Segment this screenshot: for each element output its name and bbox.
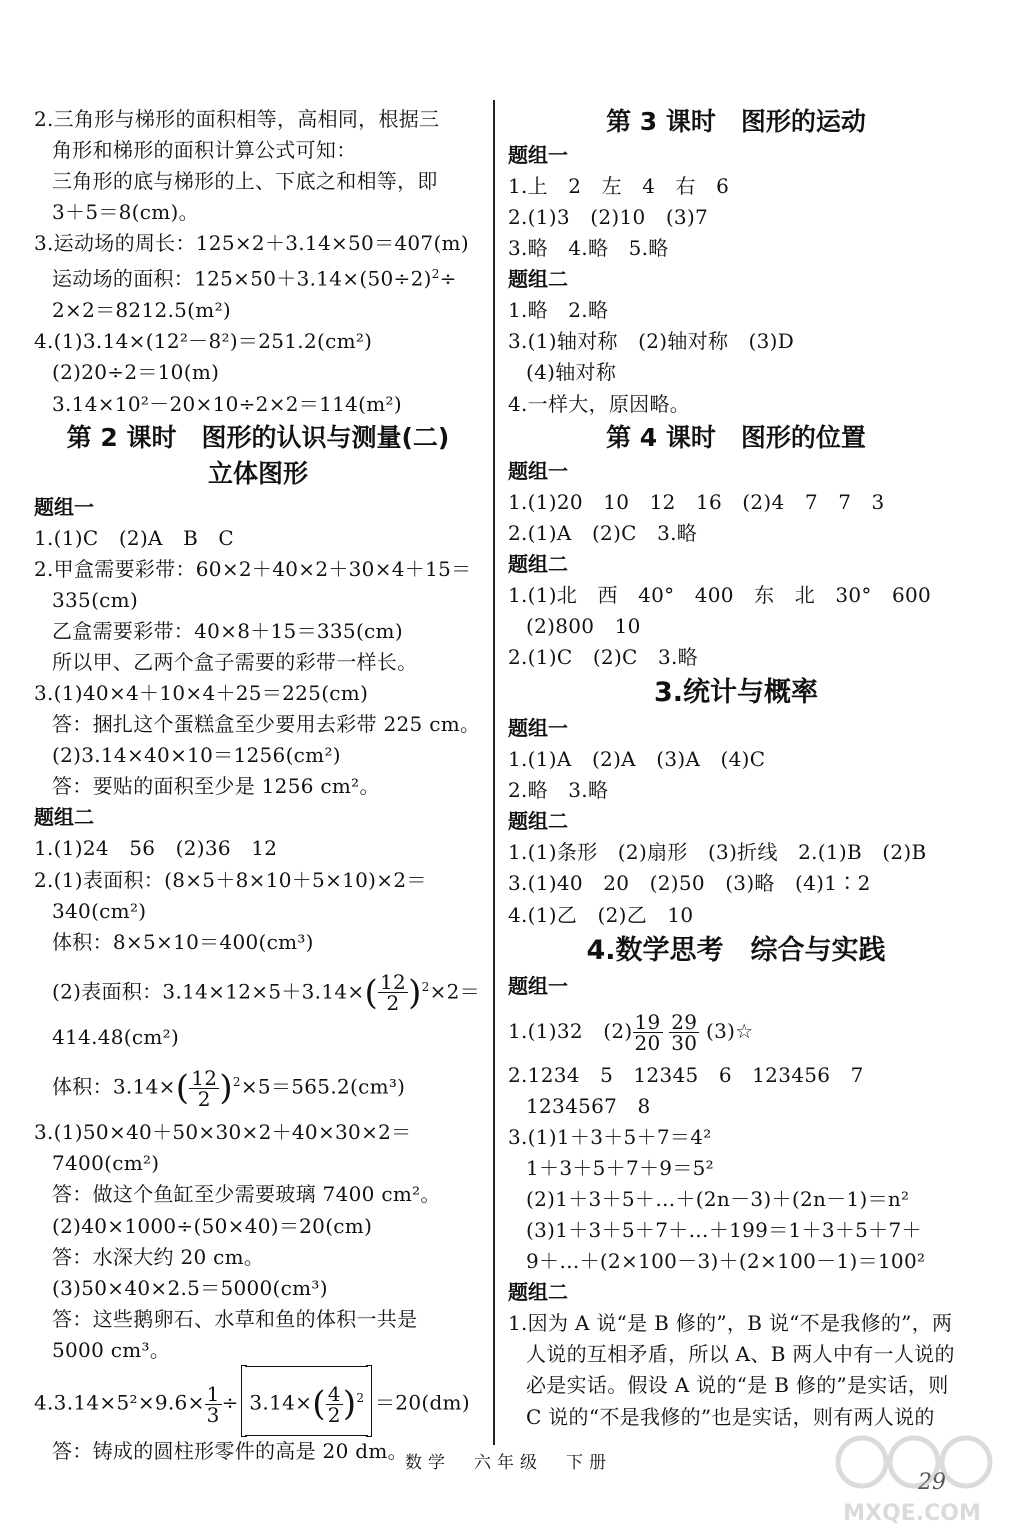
answer-line: 答：铸成的圆柱形零件的高是 20 dm。 [52, 1439, 408, 1464]
answer-line: 2.(1)A (2)C 3.略 [508, 520, 698, 545]
answer-line: 2×2＝8212.5(m²) [52, 298, 231, 323]
answer-line: (4)轴对称 [526, 360, 617, 385]
answer-line: (2)表面积：3.14×12×5＋3.14×( $\frac{12}{2}$ )$^2$×2＝ [52, 970, 480, 1016]
answer-line: 答：水深大约 20 cm。 [52, 1244, 265, 1269]
section-3-title: 3.统计与概率 [653, 677, 819, 709]
lesson-2-subtitle: 立体图形 [207, 458, 308, 488]
answer-line: 3＋5＝8(cm)。 [52, 200, 199, 225]
answer-line: (2)20÷2＝10(m) [52, 360, 220, 385]
answer-line: (2)3.14×40×10＝1256(cm²) [52, 743, 341, 768]
answer-line: 9＋…＋(2×100－3)＋(2×100－1)＝100² [526, 1249, 926, 1274]
group-heading: 题组一 [34, 494, 94, 519]
answer-line: 体积：3.14×( $\frac{12}{2}$ )$^2$×5＝565.2(cm³) [52, 1065, 406, 1111]
answer-line: 3.(1)40 20 (2)50 (3)略 (4)1∶2 [508, 871, 871, 896]
lesson-3-title: 第 3 课时 图形的运动 [606, 107, 866, 136]
answer-line: 7400(cm²) [52, 1151, 160, 1176]
answer-line: 运动场的面积：$125\times 50+3.14\times(50\div 2)^2\div$ [52, 267, 457, 292]
fraction: $\frac{12}{2}$ [380, 970, 407, 1016]
group-heading: 题组二 [34, 805, 94, 830]
answer-line: 1.因为 A 说“是 B 修的”，B 说“不是我修的”，两 [508, 1311, 953, 1336]
group-heading: 题组一 [508, 458, 568, 483]
fraction: $\frac{12}{2}$ [191, 1065, 218, 1111]
fraction: $\frac{29}{30}$ [671, 1009, 698, 1055]
answer-line: 1＋3＋5＋7＋9＝5² [526, 1155, 714, 1180]
column-divider [493, 100, 495, 1445]
answer-line: 5000 cm³。 [52, 1337, 171, 1362]
group-heading: 题组一 [508, 973, 568, 998]
answer-line: 340(cm²) [52, 898, 147, 923]
answer-line: C 说的“不是我修的”也是实话，则有两人说的 [526, 1404, 935, 1429]
answer-line: 1.(1)20 10 12 16 (2)4 7 7 3 [508, 489, 885, 514]
group-heading: 题组二 [508, 267, 568, 292]
answer-line: 3.(1)40×4＋10×4＋25＝225(cm) [34, 681, 369, 706]
answer-line: 2.(1)表面积：(8×5＋8×10＋5×10)×2＝ [34, 867, 427, 892]
answer-line: 4.(1)乙 (2)乙 10 [508, 902, 694, 927]
left-column [34, 104, 482, 1467]
answer-line: 4.一样大，原因略。 [508, 391, 691, 416]
answer-line: 1.(1)32 (2) $\frac{19}{20}$ $\frac{29}{30}$ (3)☆ [508, 1009, 754, 1055]
answer-line: 2.略 3.略 [508, 778, 609, 803]
answer-line: 答：要贴的面积至少是 1256 cm²。 [52, 774, 380, 799]
answer-line: 三角形的底与梯形的上、下底之和相等，即 [52, 169, 438, 194]
answer-line: 答：这些鹅卵石、水草和鱼的体积一共是 [52, 1306, 418, 1331]
answer-line: 1.(1)A (2)A (3)A (4)C [508, 747, 766, 772]
answer-line: 3.略 4.略 5.略 [508, 236, 669, 261]
answer-line: (2)1＋3＋5＋…＋(2n－3)＋(2n－1)＝n² [526, 1186, 910, 1211]
answer-line: (2)800 10 [526, 613, 641, 638]
fraction: $\frac{19}{20}$ [634, 1009, 661, 1055]
answer-line: 3.14×10²－20×10÷2×2＝114(m²) [52, 391, 402, 416]
answer-line: 414.48(cm²) [52, 1024, 180, 1049]
answer-line: 必是实话。假设 A 说的“是 B 修的”是实话，则 [526, 1373, 949, 1398]
answer-line: (3)50×40×2.5＝5000(cm³) [52, 1275, 328, 1300]
answer-line: 3.运动场的周长：125×2＋3.14×50＝407(m) [34, 231, 469, 256]
lesson-4-title: 第 4 课时 图形的位置 [606, 422, 866, 452]
page-number: 29 [918, 1470, 946, 1495]
answer-line: 2.1234 5 12345 6 123456 7 [508, 1062, 864, 1087]
watermark-logo-icon [822, 1420, 1002, 1530]
answer-line: 体积：8×5×10＝400(cm³) [52, 929, 314, 954]
answer-line: 2.(1)3 (2)10 (3)7 [508, 205, 709, 230]
answer-line: 4.3.14×5²×9.6× $\frac{1}{3}$ ÷ 3.14×( $\frac{4}{2}$ )$^2$ ＝20(dm) [34, 1366, 482, 1436]
group-heading: 题组二 [508, 551, 568, 576]
answer-line: 答：捆扎这个蛋糕盒至少要用去彩带 225 cm。 [52, 712, 481, 737]
answer-line: 2.三角形与梯形的面积相等，高相同，根据三 [34, 107, 440, 131]
answer-line: 答：做这个鱼缸至少需要玻璃 7400 cm²。 [52, 1182, 441, 1207]
answer-line: 1.(1)条形 (2)扇形 (3)折线 2.(1)B (2)B [508, 840, 927, 865]
answer-line: 人说的互相矛盾，所以 A、B 两人中有一人说的 [526, 1342, 955, 1367]
answer-line: 335(cm) [52, 587, 139, 612]
answer-line: 2.甲盒需要彩带：60×2＋40×2＋30×4＋15＝ [34, 556, 472, 581]
page-footer: 数学 六年级 下册 [405, 1453, 612, 1473]
answer-line: 3.(1)50×40＋50×30×2＋40×30×2＝ [34, 1120, 412, 1145]
answer-line: 4.(1)3.14×(12²－8²)＝251.2(cm²) [34, 329, 373, 354]
group-heading: 题组一 [508, 143, 568, 167]
section-4-title: 4.数学思考 综合与实践 [586, 934, 886, 966]
answer-line: (2)40×1000÷(50×40)＝20(cm) [52, 1213, 373, 1238]
answer-line: 所以甲、乙两个盒子需要的彩带一样长。 [52, 649, 418, 674]
answer-line: 1.(1)C (2)A B C [34, 525, 234, 550]
group-heading: 题组二 [508, 809, 568, 834]
fraction: $\frac{4}{2}$ [327, 1381, 341, 1427]
right-column [508, 104, 964, 1433]
answer-line: 角形和梯形的面积计算公式可知： [52, 138, 357, 163]
lesson-2-title: 第 2 课时 图形的认识与测量(二) [66, 422, 450, 452]
answer-line: (3)1＋3＋5＋7＋…＋199＝1＋3＋5＋7＋ [526, 1218, 922, 1243]
answer-line: 1234567 8 [526, 1093, 651, 1118]
fraction: $\frac{1}{3}$ [206, 1381, 220, 1427]
answer-line: 1.上 2 左 4 右 6 [508, 174, 730, 198]
watermark-text: MXQE.COM [843, 1501, 981, 1526]
answer-line: 2.(1)C (2)C 3.略 [508, 645, 698, 670]
group-heading: 题组二 [508, 1280, 568, 1305]
answer-line: 1.(1)24 56 (2)36 12 [34, 836, 278, 861]
answer-line: 3.(1)轴对称 (2)轴对称 (3)D [508, 329, 795, 354]
answer-line: 乙盒需要彩带：40×8＋15＝335(cm) [52, 618, 403, 643]
answer-line: 3.(1)1＋3＋5＋7＝4² [508, 1124, 712, 1149]
group-heading: 题组一 [508, 716, 568, 741]
answer-line: 1.(1)北 西 40° 400 东 北 30° 600 [508, 582, 932, 607]
answer-line: 1.略 2.略 [508, 298, 609, 323]
